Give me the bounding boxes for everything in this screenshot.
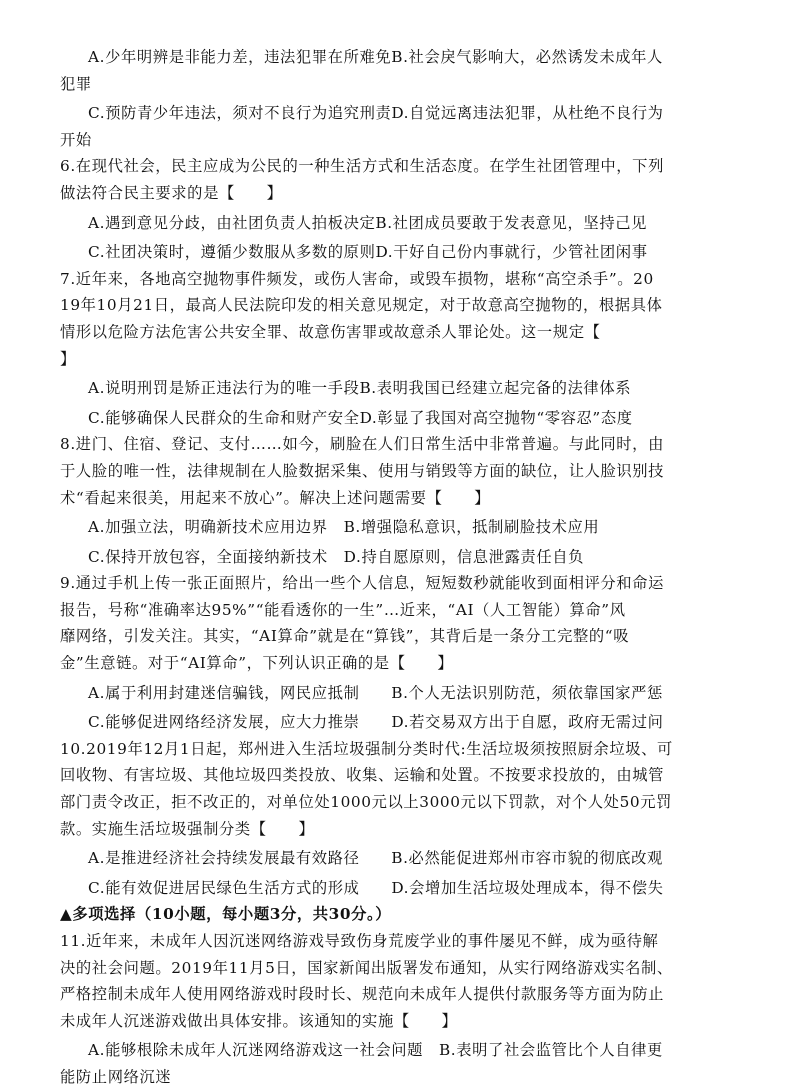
section-heading-multiple-choice: ▲多项选择（10小题，每小题3分，共30分。） (60, 905, 392, 924)
q9-stem-cont-2: 靡网络，引发关注。其实，“AI算命”就是在“算钱”，其背后是一条分工完整的“吸 (60, 627, 630, 646)
q8-stem: 8.进门、住宿、登记、支付……如今，刷脸在人们日常生活中非常普遍。与此同时，由 (60, 435, 664, 454)
q7-stem-cont-1: 19年10月21日，最高人民法院印发的相关意见规定，对于故意高空抛物的，根据具体 (60, 296, 663, 315)
q11-stem-cont-2: 严格控制未成年人使用网络游戏时段时长、规范向未成年人提供付款服务等方面为防止 (60, 985, 665, 1004)
q8-option-ab: A.加强立法，明确新技术应用边界 B.增强隐私意识，抵制刷脸技术应用 (88, 518, 600, 537)
q7-stem-cont-2: 情形以危险方法危害公共安全罪、故意伤害罪或故意杀人罪论处。这一规定【 (60, 322, 601, 341)
q10-option-ab: A.是推进经济社会持续发展最有效路径 B.必然能促进郑州市容市貌的彻底改观 (88, 849, 663, 868)
q5-option-cd: C.预防青少年违法，须对不良行为追究刑责D.自觉远离违法犯罪，从杜绝不良行为 (88, 104, 664, 123)
q11-option-ab: A.能够根除未成年人沉迷网络游戏这一社会问题 B.表明了社会监管比个人自律更 (88, 1041, 663, 1060)
q6-stem-cont: 做法符合民主要求的是【 】 (60, 183, 283, 202)
q7-stem-bracket: 】 (60, 349, 76, 368)
q9-stem: 9.通过手机上传一张正面照片，给出一些个人信息，短短数秒就能收到面相评分和命运 (60, 574, 664, 593)
q5-option-ab-cont: 犯罪 (60, 74, 92, 93)
q11-stem-cont-3: 未成年人沉迷游戏做出具体安排。该通知的实施【 】 (60, 1011, 458, 1030)
q9-option-ab: A.属于利用封建迷信骗钱，网民应抵制 B.个人无法识别防范，须依靠国家严惩 (88, 683, 663, 702)
q7-stem: 7.近年来，各地高空抛物事件频发，或伤人害命，或毁车损物，堪称“高空杀手”。20 (60, 269, 654, 288)
q6-option-ab: A.遇到意见分歧，由社团负责人拍板决定B.社团成员要敢于发表意见，坚持己见 (88, 213, 648, 232)
q8-option-cd: C.保持开放包容，全面接纳新技术 D.持自愿原则，信息泄露责任自负 (88, 547, 585, 566)
q9-stem-cont-1: 报告，号称“准确率达95%”“能看透你的一生”…近来，“AI（人工智能）算命”风 (60, 600, 626, 619)
q8-stem-cont-2: 术“看起来很美，用起来不放心”。解决上述问题需要【 】 (60, 488, 491, 507)
q9-option-cd: C.能够促进网络经济发展，应大力推崇 D.若交易双方出于自愿，政府无需过问 (88, 713, 664, 732)
q6-option-cd: C.社团决策时，遵循少数服从多数的原则D.干好自己份内事就行，少管社团闲事 (88, 243, 648, 262)
q10-option-cd: C.能有效促进居民绿色生活方式的形成 D.会增加生活垃圾处理成本，得不偿失 (88, 878, 664, 897)
q7-option-cd: C.能够确保人民群众的生命和财产安全D.彰显了我国对高空抛物“零容忍”态度 (88, 408, 633, 427)
q9-stem-cont-3: 金”生意链。对于“AI算命”，下列认识正确的是【 】 (60, 654, 454, 673)
q5-option-cd-cont: 开始 (60, 130, 92, 149)
q10-stem-cont-1: 回收物、有害垃圾、其他垃圾四类投放、收集、运输和处置。不按要求投放的，由城管 (60, 766, 665, 785)
q11-option-ab-cont: 能防止网络沉迷 (60, 1067, 172, 1086)
q10-stem: 10.2019年12月1日起，郑州进入生活垃圾强制分类时代:生活垃圾须按照厨余垃圾、可 (60, 739, 673, 758)
q7-option-ab: A.说明刑罚是矫正违法行为的唯一手段B.表明我国已经建立起完备的法律体系 (88, 379, 632, 398)
q10-stem-cont-3: 款。实施生活垃圾强制分类【 】 (60, 819, 315, 838)
q5-option-ab: A.少年明辨是非能力差，违法犯罪在所难免B.社会戾气影响大，必然诱发未成年人 (88, 48, 663, 66)
q11-stem-cont-1: 决的社会问题。2019年11月5日，国家新闻出版署发布通知，从实行网络游戏实名制、 (60, 958, 673, 977)
q10-stem-cont-2: 部门责令改正，拒不改正的，对单位处1000元以上3000元以下罚款，对个人处50元罚 (60, 793, 673, 812)
q8-stem-cont-1: 于人脸的唯一性，法律规制在人脸数据采集、使用与销毁等方面的缺位，让人脸识别技 (60, 461, 665, 480)
q11-stem: 11.近年来，未成年人因沉迷网络游戏导致伤身荒废学业的事件屡见不鲜，成为亟待解 (60, 932, 659, 950)
q6-stem: 6.在现代社会，民主应成为公民的一种生活方式和生活态度。在学生社团管理中，下列 (60, 157, 664, 176)
